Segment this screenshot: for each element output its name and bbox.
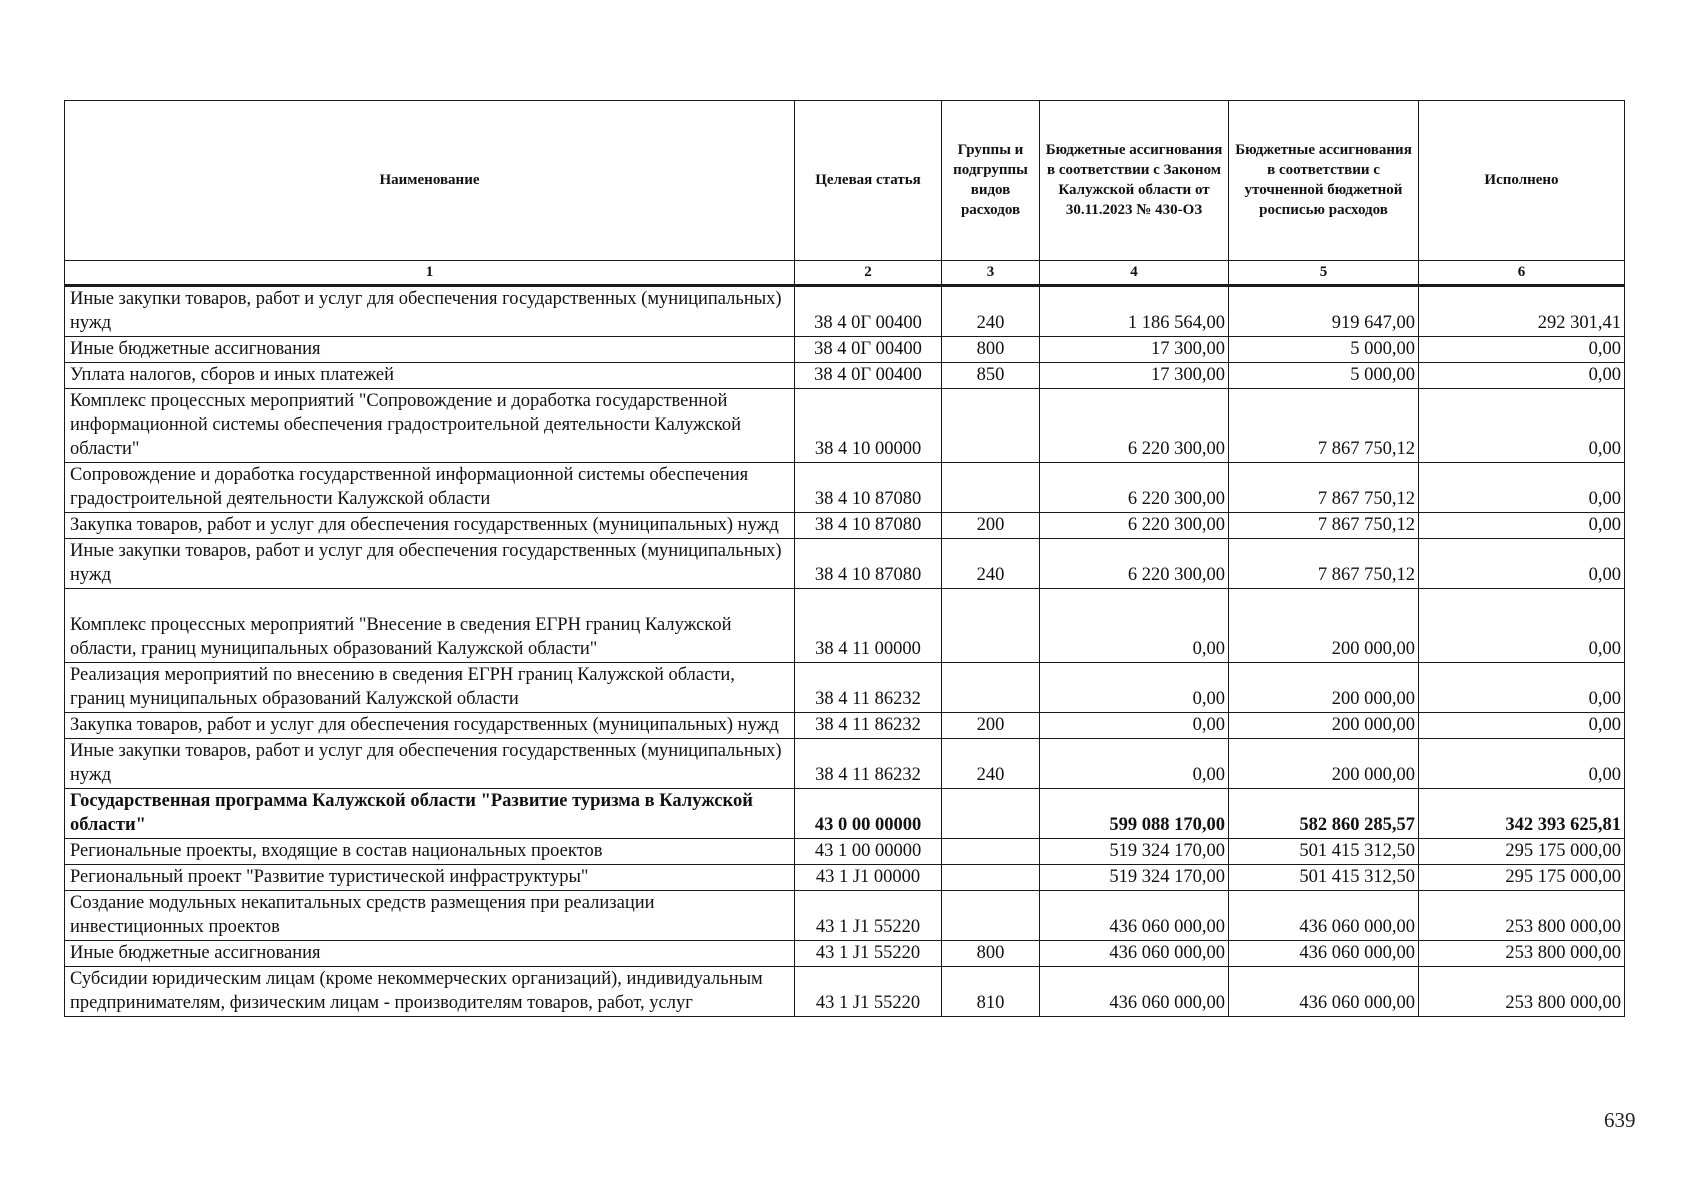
row-law-amount: 17 300,00 (1040, 337, 1229, 363)
row-name: Сопровождение и доработка государственной информационной системы обеспечения градостроительной деятельности Калужской области (65, 463, 795, 513)
row-refined-amount: 582 860 285,57 (1229, 789, 1419, 839)
row-name: Субсидии юридическим лицам (кроме некоммерческих организаций), индивидуальным предпринимателям, физическим лицам - производителям товаров, работ, услуг (65, 967, 795, 1017)
row-law-amount: 0,00 (1040, 739, 1229, 789)
row-executed-amount: 253 800 000,00 (1419, 941, 1625, 967)
row-law-amount: 0,00 (1040, 663, 1229, 713)
row-name: Иные закупки товаров, работ и услуг для обеспечения государственных (муниципальных) нужд (65, 286, 795, 337)
row-executed-amount: 295 175 000,00 (1419, 839, 1625, 865)
row-target-article: 38 4 0Г 00400 (795, 286, 942, 337)
table-row (65, 513, 1625, 539)
table-row (65, 363, 1625, 389)
table-row (65, 739, 1625, 789)
row-executed-amount: 0,00 (1419, 463, 1625, 513)
row-expense-group (942, 891, 1040, 941)
table-row (65, 865, 1625, 891)
row-refined-amount: 200 000,00 (1229, 663, 1419, 713)
row-executed-amount: 0,00 (1419, 389, 1625, 463)
row-target-article: 43 1 00 00000 (795, 839, 942, 865)
row-target-article: 38 4 10 87080 (795, 539, 942, 589)
row-law-amount: 6 220 300,00 (1040, 463, 1229, 513)
header-target-article: Целевая статья (795, 101, 942, 261)
row-expense-group (942, 789, 1040, 839)
table-row (65, 389, 1625, 463)
column-number-4: 4 (1040, 261, 1229, 286)
row-law-amount: 0,00 (1040, 713, 1229, 739)
row-executed-amount: 0,00 (1419, 513, 1625, 539)
row-refined-amount: 7 867 750,12 (1229, 463, 1419, 513)
table-row (65, 463, 1625, 513)
row-target-article: 38 4 0Г 00400 (795, 363, 942, 389)
row-name: Закупка товаров, работ и услуг для обеспечения государственных (муниципальных) нужд (65, 513, 795, 539)
row-name: Комплекс процессных мероприятий "Внесение в сведения ЕГРН границ Калужской области, границ муниципальных образований Калужской области" (65, 589, 795, 663)
row-law-amount: 599 088 170,00 (1040, 789, 1229, 839)
column-number-6: 6 (1419, 261, 1625, 286)
table-row-program-total (65, 789, 1625, 839)
row-refined-amount: 919 647,00 (1229, 286, 1419, 337)
row-law-amount: 6 220 300,00 (1040, 539, 1229, 589)
table-row (65, 967, 1625, 1017)
row-law-amount: 436 060 000,00 (1040, 941, 1229, 967)
budget-table-container (64, 100, 1624, 1017)
row-expense-group: 850 (942, 363, 1040, 389)
row-refined-amount: 436 060 000,00 (1229, 967, 1419, 1017)
row-refined-amount: 436 060 000,00 (1229, 891, 1419, 941)
row-refined-amount: 5 000,00 (1229, 363, 1419, 389)
row-target-article: 38 4 11 86232 (795, 663, 942, 713)
budget-table (64, 100, 1625, 1017)
table-row (65, 286, 1625, 337)
row-expense-group (942, 389, 1040, 463)
row-executed-amount: 292 301,41 (1419, 286, 1625, 337)
row-executed-amount: 0,00 (1419, 589, 1625, 663)
row-refined-amount: 200 000,00 (1229, 589, 1419, 663)
column-number-2: 2 (795, 261, 942, 286)
row-target-article: 38 4 11 86232 (795, 739, 942, 789)
row-target-article: 38 4 10 00000 (795, 389, 942, 463)
table-row (65, 713, 1625, 739)
row-refined-amount: 200 000,00 (1229, 739, 1419, 789)
row-name: Иные закупки товаров, работ и услуг для обеспечения государственных (муниципальных) нужд (65, 739, 795, 789)
row-target-article: 43 1 J1 55220 (795, 891, 942, 941)
row-expense-group (942, 589, 1040, 663)
table-row (65, 663, 1625, 713)
row-executed-amount: 342 393 625,81 (1419, 789, 1625, 839)
row-name: Региональный проект "Развитие туристической инфраструктуры" (65, 865, 795, 891)
row-executed-amount: 0,00 (1419, 539, 1625, 589)
header-law-allocations: Бюджетные ассигнования в соответствии с Законом Калужской области от 30.11.2023 № 430-ОЗ (1040, 101, 1229, 261)
row-name: Комплекс процессных мероприятий "Сопровождение и доработка государственной информационной системы обеспечения градостроительной деятельности Калужской области" (65, 389, 795, 463)
row-law-amount: 1 186 564,00 (1040, 286, 1229, 337)
table-row (65, 337, 1625, 363)
row-refined-amount: 7 867 750,12 (1229, 389, 1419, 463)
row-executed-amount: 253 800 000,00 (1419, 967, 1625, 1017)
row-name: Создание модульных некапитальных средств размещения при реализации инвестиционных проектов (65, 891, 795, 941)
row-law-amount: 436 060 000,00 (1040, 967, 1229, 1017)
page-number: 639 (1604, 1108, 1636, 1132)
row-expense-group: 810 (942, 967, 1040, 1017)
row-expense-group: 240 (942, 286, 1040, 337)
header-refined-allocations: Бюджетные ассигнования в соответствии с уточненной бюджетной росписью расходов (1229, 101, 1419, 261)
row-law-amount: 17 300,00 (1040, 363, 1229, 389)
row-target-article: 38 4 0Г 00400 (795, 337, 942, 363)
row-expense-group (942, 839, 1040, 865)
row-name: Иные бюджетные ассигнования (65, 337, 795, 363)
row-law-amount: 519 324 170,00 (1040, 839, 1229, 865)
row-refined-amount: 501 415 312,50 (1229, 839, 1419, 865)
row-target-article: 43 1 J1 00000 (795, 865, 942, 891)
header-row (65, 101, 1625, 261)
row-target-article: 38 4 10 87080 (795, 463, 942, 513)
header-name: Наименование (65, 101, 795, 261)
row-target-article: 43 1 J1 55220 (795, 941, 942, 967)
row-expense-group: 200 (942, 513, 1040, 539)
row-executed-amount: 0,00 (1419, 739, 1625, 789)
row-target-article: 43 0 00 00000 (795, 789, 942, 839)
row-law-amount: 6 220 300,00 (1040, 513, 1229, 539)
row-refined-amount: 436 060 000,00 (1229, 941, 1419, 967)
row-executed-amount: 0,00 (1419, 363, 1625, 389)
column-number-row (65, 261, 1625, 286)
row-name: Иные закупки товаров, работ и услуг для обеспечения государственных (муниципальных) нужд (65, 539, 795, 589)
column-number-5: 5 (1229, 261, 1419, 286)
row-name: Реализация мероприятий по внесению в сведения ЕГРН границ Калужской области, границ муниципальных образований Калужской области (65, 663, 795, 713)
row-executed-amount: 0,00 (1419, 337, 1625, 363)
row-name: Региональные проекты, входящие в состав национальных проектов (65, 839, 795, 865)
header-executed: Исполнено (1419, 101, 1625, 261)
table-row (65, 589, 1625, 663)
row-expense-group: 240 (942, 539, 1040, 589)
row-refined-amount: 7 867 750,12 (1229, 513, 1419, 539)
column-number-1: 1 (65, 261, 795, 286)
table-row (65, 891, 1625, 941)
row-refined-amount: 200 000,00 (1229, 713, 1419, 739)
row-name: Уплата налогов, сборов и иных платежей (65, 363, 795, 389)
row-name: Государственная программа Калужской области "Развитие туризма в Калужской области" (65, 789, 795, 839)
row-expense-group (942, 663, 1040, 713)
row-refined-amount: 501 415 312,50 (1229, 865, 1419, 891)
row-law-amount: 0,00 (1040, 589, 1229, 663)
row-name: Закупка товаров, работ и услуг для обеспечения государственных (муниципальных) нужд (65, 713, 795, 739)
row-expense-group: 200 (942, 713, 1040, 739)
table-row (65, 839, 1625, 865)
row-name: Иные бюджетные ассигнования (65, 941, 795, 967)
table-row (65, 539, 1625, 589)
row-refined-amount: 7 867 750,12 (1229, 539, 1419, 589)
row-expense-group: 800 (942, 941, 1040, 967)
row-executed-amount: 295 175 000,00 (1419, 865, 1625, 891)
row-executed-amount: 253 800 000,00 (1419, 891, 1625, 941)
column-number-3: 3 (942, 261, 1040, 286)
row-law-amount: 436 060 000,00 (1040, 891, 1229, 941)
row-target-article: 43 1 J1 55220 (795, 967, 942, 1017)
row-law-amount: 6 220 300,00 (1040, 389, 1229, 463)
row-expense-group (942, 865, 1040, 891)
row-target-article: 38 4 11 00000 (795, 589, 942, 663)
row-executed-amount: 0,00 (1419, 713, 1625, 739)
row-expense-group: 240 (942, 739, 1040, 789)
row-target-article: 38 4 10 87080 (795, 513, 942, 539)
row-refined-amount: 5 000,00 (1229, 337, 1419, 363)
row-expense-group (942, 463, 1040, 513)
header-expense-groups: Группы и подгруппы видов расходов (942, 101, 1040, 261)
row-target-article: 38 4 11 86232 (795, 713, 942, 739)
row-law-amount: 519 324 170,00 (1040, 865, 1229, 891)
row-expense-group: 800 (942, 337, 1040, 363)
table-row (65, 941, 1625, 967)
row-executed-amount: 0,00 (1419, 663, 1625, 713)
